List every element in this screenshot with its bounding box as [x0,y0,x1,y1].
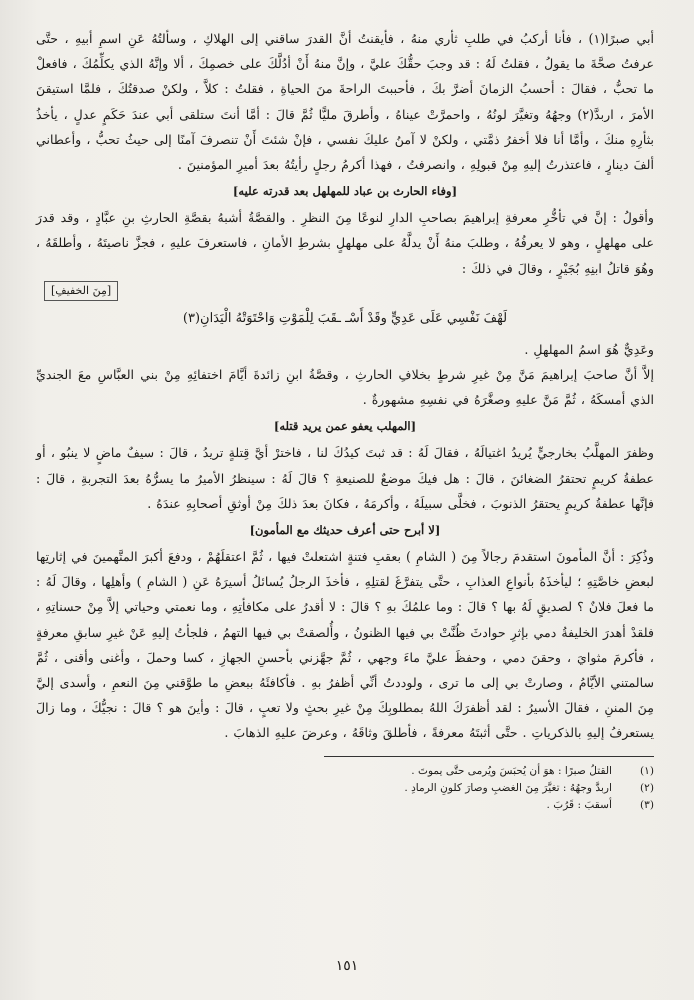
paragraph-comparison: إلاَّ أنَّ صاحبَ إبراهيمَ مَنَّ مِنْ غيرِ شرطٍ بخلافِ الحارثِ ، وقصَّةُ ابنِ زائدةَ أيَّامَ اختفائِهِ مِنْ بني العبَّاسِ معَ الجنديِّ الذي أمسكَهُ ، ثُمَّ مَنَّ عليهِ وصغَّرَهُ في نفسِهِ مشهورةٌ . [36,367,654,408]
footnote-divider [324,756,654,757]
footnote-number: (٣) [640,798,654,811]
paragraph-mamun-story: وذُكِرَ : أنَّ المأمونَ استقدمَ رجالاً مِنَ ( الشامِ ) بعقبِ فتنةٍ اشتعلتْ فيها ، ثُمَّ اعتقلَهُمْ ، ودفعَ أكبرَ المتَّهمينَ في إثارتِها لبعضِ خاصَّتِهِ ؛ ليأخذَهُ بأنواعِ العذابِ ، حتَّى يتفرَّغَ لقتلِهِ ، فأخذَ الرجلُ يُسائلُ أسيرَهُ عَنِ ( الشامِ ) وأهلِها ، وقالَ لَهُ : ما فعلَ فلانٌ ؟ لصديقٍ لَهُ بها ؟ قالَ : وما علمُكَ بهِ ؟ قالَ : لا أقدرُ على مكافأتِهِ ، وما نعمتي وحياتي إلاَّ مِنْ حسناتِهِ ، فلقدْ أهدرَ الخليفةُ دمي بإثرِ حوادثَ ظُنَّتْ بي فيها الظنونُ ، وأُلصقتْ بي فيها التهمُ ، فلجأتُ إليهِ عَنْ غيرِ سابقِ معرفةٍ ، فأكرمَ مثوايَ ، وحقنَ دمي ، وحفظَ عليَّ ماءَ وجهي ، ثُمَّ جهَّزني بأحسنِ الجهازِ ، كسا وحملَ ، وأغنى وأقنى ، ثُمَّ سالمتني الأيَّامُ ، وصارتْ بي إلى ما ترى ، ولوددتُ أنِّي أظفرُ بهِ . فأكافئَهُ ببعضِ ما طوَّقني مِنَ النعمِ ، وأسدى إليَّ مِنَ المننِ ، فقالَ الأسيرُ : لقد أظفرَكَ اللهُ بمطلوبِكَ مِنْ غيرِ بحثٍ ولا تعبٍ ، قالَ : وأينَ هو ؟ قالَ : نجيُّكَ ، وما زالَ يستعرفُ إليهِ بالذكرياتِ . حتَّى أثبتَهُ معرفةً ، فأطلقَ وثاقَهُ ، وعرضَ عليهِ الذهابَ . [36,549,654,741]
paragraph-muhallab-story: وظفرَ المهلَّبُ بخارجيٍّ يُريدُ اغتيالَهُ ، فقالَ لَهُ : قد ثبتَ كيدُكَ لنا ، فاخترْ أيَّ قِتلةٍ تريدُ ، قالَ : سيفٌ ماضٍ لا ينبُو ، أو عطفةُ كريمٍ تحتقرُ الضغائنَ ، قالَ : هل فيكَ موضعٌ للصنيعةِ ؟ قالَ لَهُ : سينظرُ الأميرُ ما يسرُّهُ بعدَ التجربةِ ، قالَ : فإنَّها عطفةُ كريمٍ يحتقرُ الذنوبَ ، فخلَّى سبيلَهُ ، وأكرمَهُ ، فكانَ بعدَ ذلكَ مِنْ أوثقِ أصحابِهِ عندَهُ . [36,445,654,511]
poem-meter-label: [مِنَ الخفيفِ] [44,281,118,301]
paragraph-harith-story: وأقولُ : إنَّ في تأخُّرِ معرفةِ إبراهيمَ بصاحبِ الدارِ لنوعًا مِنَ النظرِ . والقصَّةُ أشبهُ بقصَّةِ الحارثِ بنِ عبَّادٍ ، وقد قدرَ على مهلهلٍ ، وهو لا يعرفُهُ ، وطلبَ منهُ أَنْ يدلَّهُ على مهلهلٍ بشرطِ الأمانِ ، فاستعرفَ عليهِ ، فجزَّ ناصيتَهُ ، وأطلقَهُ ، وهُوَ قاتلُ ابنِهِ بُجَيْرٍ ، وقالَ في ذلكَ : [36,210,654,276]
section-heading-harith: [وفاء الحارث بن عباد للمهلهل بعد قدرته عليه] [232,184,458,199]
footnote-number: (٢) [640,781,654,794]
footnote-item [36,797,654,814]
paragraph-story-end: أبي صبرًا(١) ، فأنا أركبُ في طلبِ ثأري منهُ ، فأيقنتُ أنَّ القدرَ ساقني إلى الهلاكِ ، وسألتُهُ عَنِ اسمِ أبيهِ ، حتَّى عرفتُ صحَّةَ ما يقولُ ، فقلتُ لَهُ : قد وجبَ حقُّكَ عليَّ ، وإنَّ منهُ أَنْ أدُلَّكَ على خصمِكَ ، ألا وإنَّهُ الذي يكلِّمُكَ ، فافعلْ ما تحبُّ ، فقالَ : أحسبُ الزمانَ أضرَّ بكَ ، فأحببتَ الراحةَ منَ الحياةِ ، فقلتُ : كلاَّ ، ولكنْ صدقتُكَ ، فلمَّا استيقنَ الأمرَ ، اربدَّ(٢) وجهُهُ وتغيَّرَ لونُهُ ، واحمرَّتْ عيناهُ ، وأطرقَ مليًّا ثُمَّ قالَ : أمَّا أنتَ ستلقى أبي عندَ حَكَمٍ عدلٍ ، يأخذُ بثأرِهِ منكَ ، وأمَّا أنا فلا أخفرُ ذمَّتي ، ولكنْ لا آمنُ عليكَ نفسي ، فإنْ شئتَ أَنْ تنصرفَ آمنًا إلى حيثُ تحبُّ ، وأعطاني ألفَ دينارٍ ، فاعتذرتُ إليهِ مِنْ قبولِهِ ، وانصرفتُ ، فهذا أكرمُ رجلٍ رأيتُهُ بعدَ أميرِ المؤمنينَ . [36,31,654,173]
section-heading-mamun: [لا أبرح حتى أعرف حديثك مع المأمون] [249,523,441,538]
footnote-item [36,780,654,797]
footnotes [36,763,654,814]
poem-meter-line [36,281,644,301]
footnote-text: أسقبَ : قَرُبَ . [546,798,612,811]
page-number: ١٥١ [335,958,359,974]
section-heading-muhallab: [المهلب يعفو عمن يريد قتله] [273,419,417,434]
poem-verse: لَهْفَ نَفْسِي عَلَى عَدِيٍّ وقَدْ أَسْـ ـقَبَ لِلْمَوْتِ وَاحْتَوَتْهُ الْيَدَانِ(٣) [182,310,508,326]
footnote-text: القتلُ صبرًا : هوَ أن يُحبَسَ ويُرمى حتَّى يموتَ . [411,764,612,777]
footnote-number: (١) [640,764,654,777]
footnote-text: اربدَّ وجهُهُ : تغيَّرَ مِنَ الغضبِ وصارَ كلونِ الرمادِ . [404,781,612,794]
footnote-item [36,763,654,780]
paragraph-adi-note: وعَدِيٌّ هُوَ اسمُ المهلهلِ . [524,341,654,357]
